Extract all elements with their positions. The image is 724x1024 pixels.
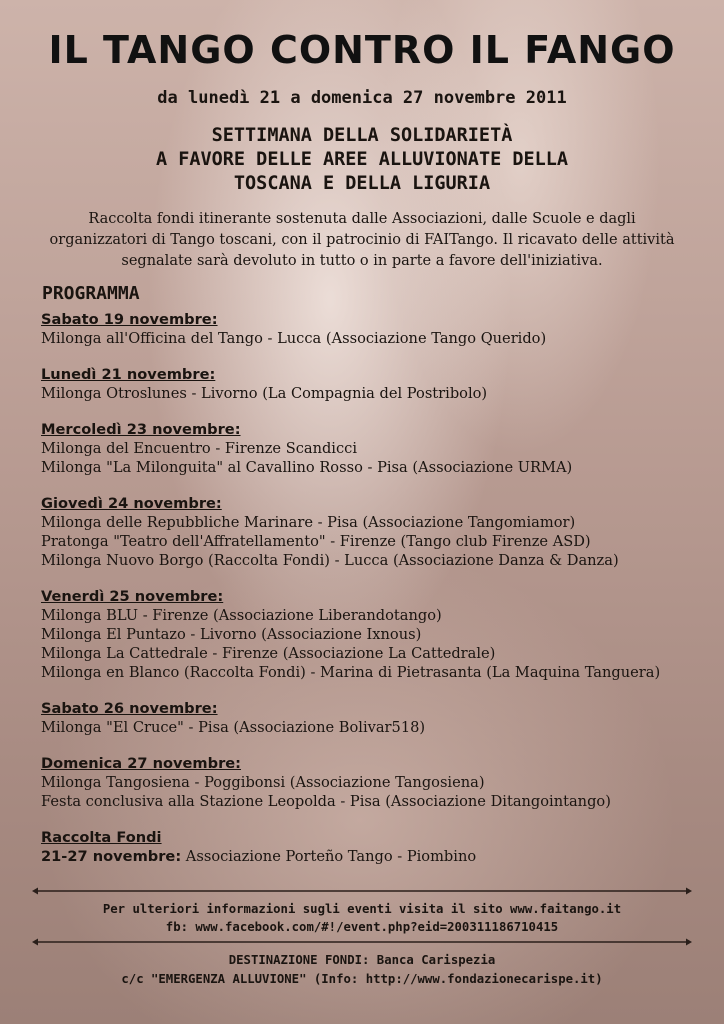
event-item: Milonga El Puntazo - Livorno (Associazione Ixnous) [41, 626, 422, 643]
intro-paragraph [30, 209, 694, 272]
day-block [41, 365, 701, 403]
divider-ornament [32, 937, 692, 947]
programma-heading: PROGRAMMA [42, 283, 140, 304]
day-block [41, 494, 701, 570]
event-dates: da lunedì 21 a domenica 27 novembre 2011 [157, 88, 567, 108]
day-block [41, 587, 701, 682]
intro-line: organizzatori di Tango toscani, con il patrocinio di FAITango. Il ricavato delle attività [49, 232, 675, 248]
fund-title: Raccolta Fondi [41, 829, 162, 846]
event-item: Milonga delle Repubbliche Marinare - Pisa (Associazione Tangomiamor) [41, 514, 576, 531]
day-title: Mercoledì 23 novembre: [41, 421, 241, 438]
fund-block [41, 828, 701, 866]
event-item: Milonga en Blanco (Raccolta Fondi) - Marina di Pietrasanta (La Maquina Tanguera) [41, 664, 661, 681]
event-item: Milonga "La Milonguita" al Cavallino Rosso - Pisa (Associazione URMA) [41, 459, 573, 476]
headline-line: A FAVORE DELLE AREE ALLUVIONATE DELLA [155, 149, 569, 170]
intro-line: segnalate sarà devoluto in tutto o in parte a favore dell'iniziativa. [121, 253, 603, 269]
fund-dates: 21-27 novembre: [41, 848, 182, 865]
facebook-line: fb: www.facebook.com/#!/event.php?eid=200311186710415 [165, 920, 559, 934]
day-block [41, 310, 701, 348]
info-line: Per ulteriori informazioni sugli eventi visita il sito www.faitango.it [102, 902, 622, 916]
fund-item [41, 847, 701, 866]
day-block [41, 420, 701, 477]
event-item: Pratonga "Teatro dell'Affratellamento" - Firenze (Tango club Firenze ASD) [41, 533, 591, 550]
headline-line: SETTIMANA DELLA SOLIDARIETÀ [211, 125, 513, 146]
divider-ornament [32, 886, 692, 896]
headline [0, 124, 724, 196]
account-line: c/c "EMERGENZA ALLUVIONE" (Info: http://www.fondazionecarispe.it) [121, 972, 603, 986]
day-title: Giovedì 24 novembre: [41, 495, 222, 512]
event-item: Milonga Otroslunes - Livorno (La Compagnia del Postribolo) [41, 385, 488, 402]
program-list [41, 310, 701, 883]
fund-text: Associazione Porteño Tango - Piombino [181, 848, 477, 865]
headline-line: TOSCANA E DELLA LIGURIA [233, 173, 491, 194]
intro-line: Raccolta fondi itinerante sostenuta dalle Associazioni, dalle Scuole e dagli [88, 211, 636, 227]
day-block [41, 699, 701, 737]
day-title: Sabato 19 novembre: [41, 311, 218, 328]
day-title: Domenica 27 novembre: [41, 755, 242, 772]
info-section [0, 900, 724, 936]
day-title: Sabato 26 novembre: [41, 700, 218, 717]
event-item: Milonga all'Officina del Tango - Lucca (Associazione Tango Querido) [41, 330, 547, 347]
destination-section [0, 951, 724, 989]
event-item: Milonga Tangosiena - Poggibonsi (Associazione Tangosiena) [41, 774, 485, 791]
event-item: Milonga La Cattedrale - Firenze (Associazione La Cattedrale) [41, 645, 496, 662]
event-item: Milonga "El Cruce" - Pisa (Associazione Bolivar518) [41, 719, 426, 736]
day-title: Lunedì 21 novembre: [41, 366, 216, 383]
poster-title: IL TANGO CONTRO IL FANGO [48, 28, 676, 72]
event-item: Milonga Nuovo Borgo (Raccolta Fondi) - Lucca (Associazione Danza & Danza) [41, 552, 619, 569]
day-title: Venerdì 25 novembre: [41, 588, 224, 605]
destination-line: DESTINAZIONE FONDI: Banca Carispezia [228, 953, 496, 967]
day-block [41, 754, 701, 811]
event-item: Festa conclusiva alla Stazione Leopolda - Pisa (Associazione Ditangointango) [41, 793, 611, 810]
event-item: Milonga BLU - Firenze (Associazione Liberandotango) [41, 607, 442, 624]
event-item: Milonga del Encuentro - Firenze Scandicci [41, 440, 357, 457]
